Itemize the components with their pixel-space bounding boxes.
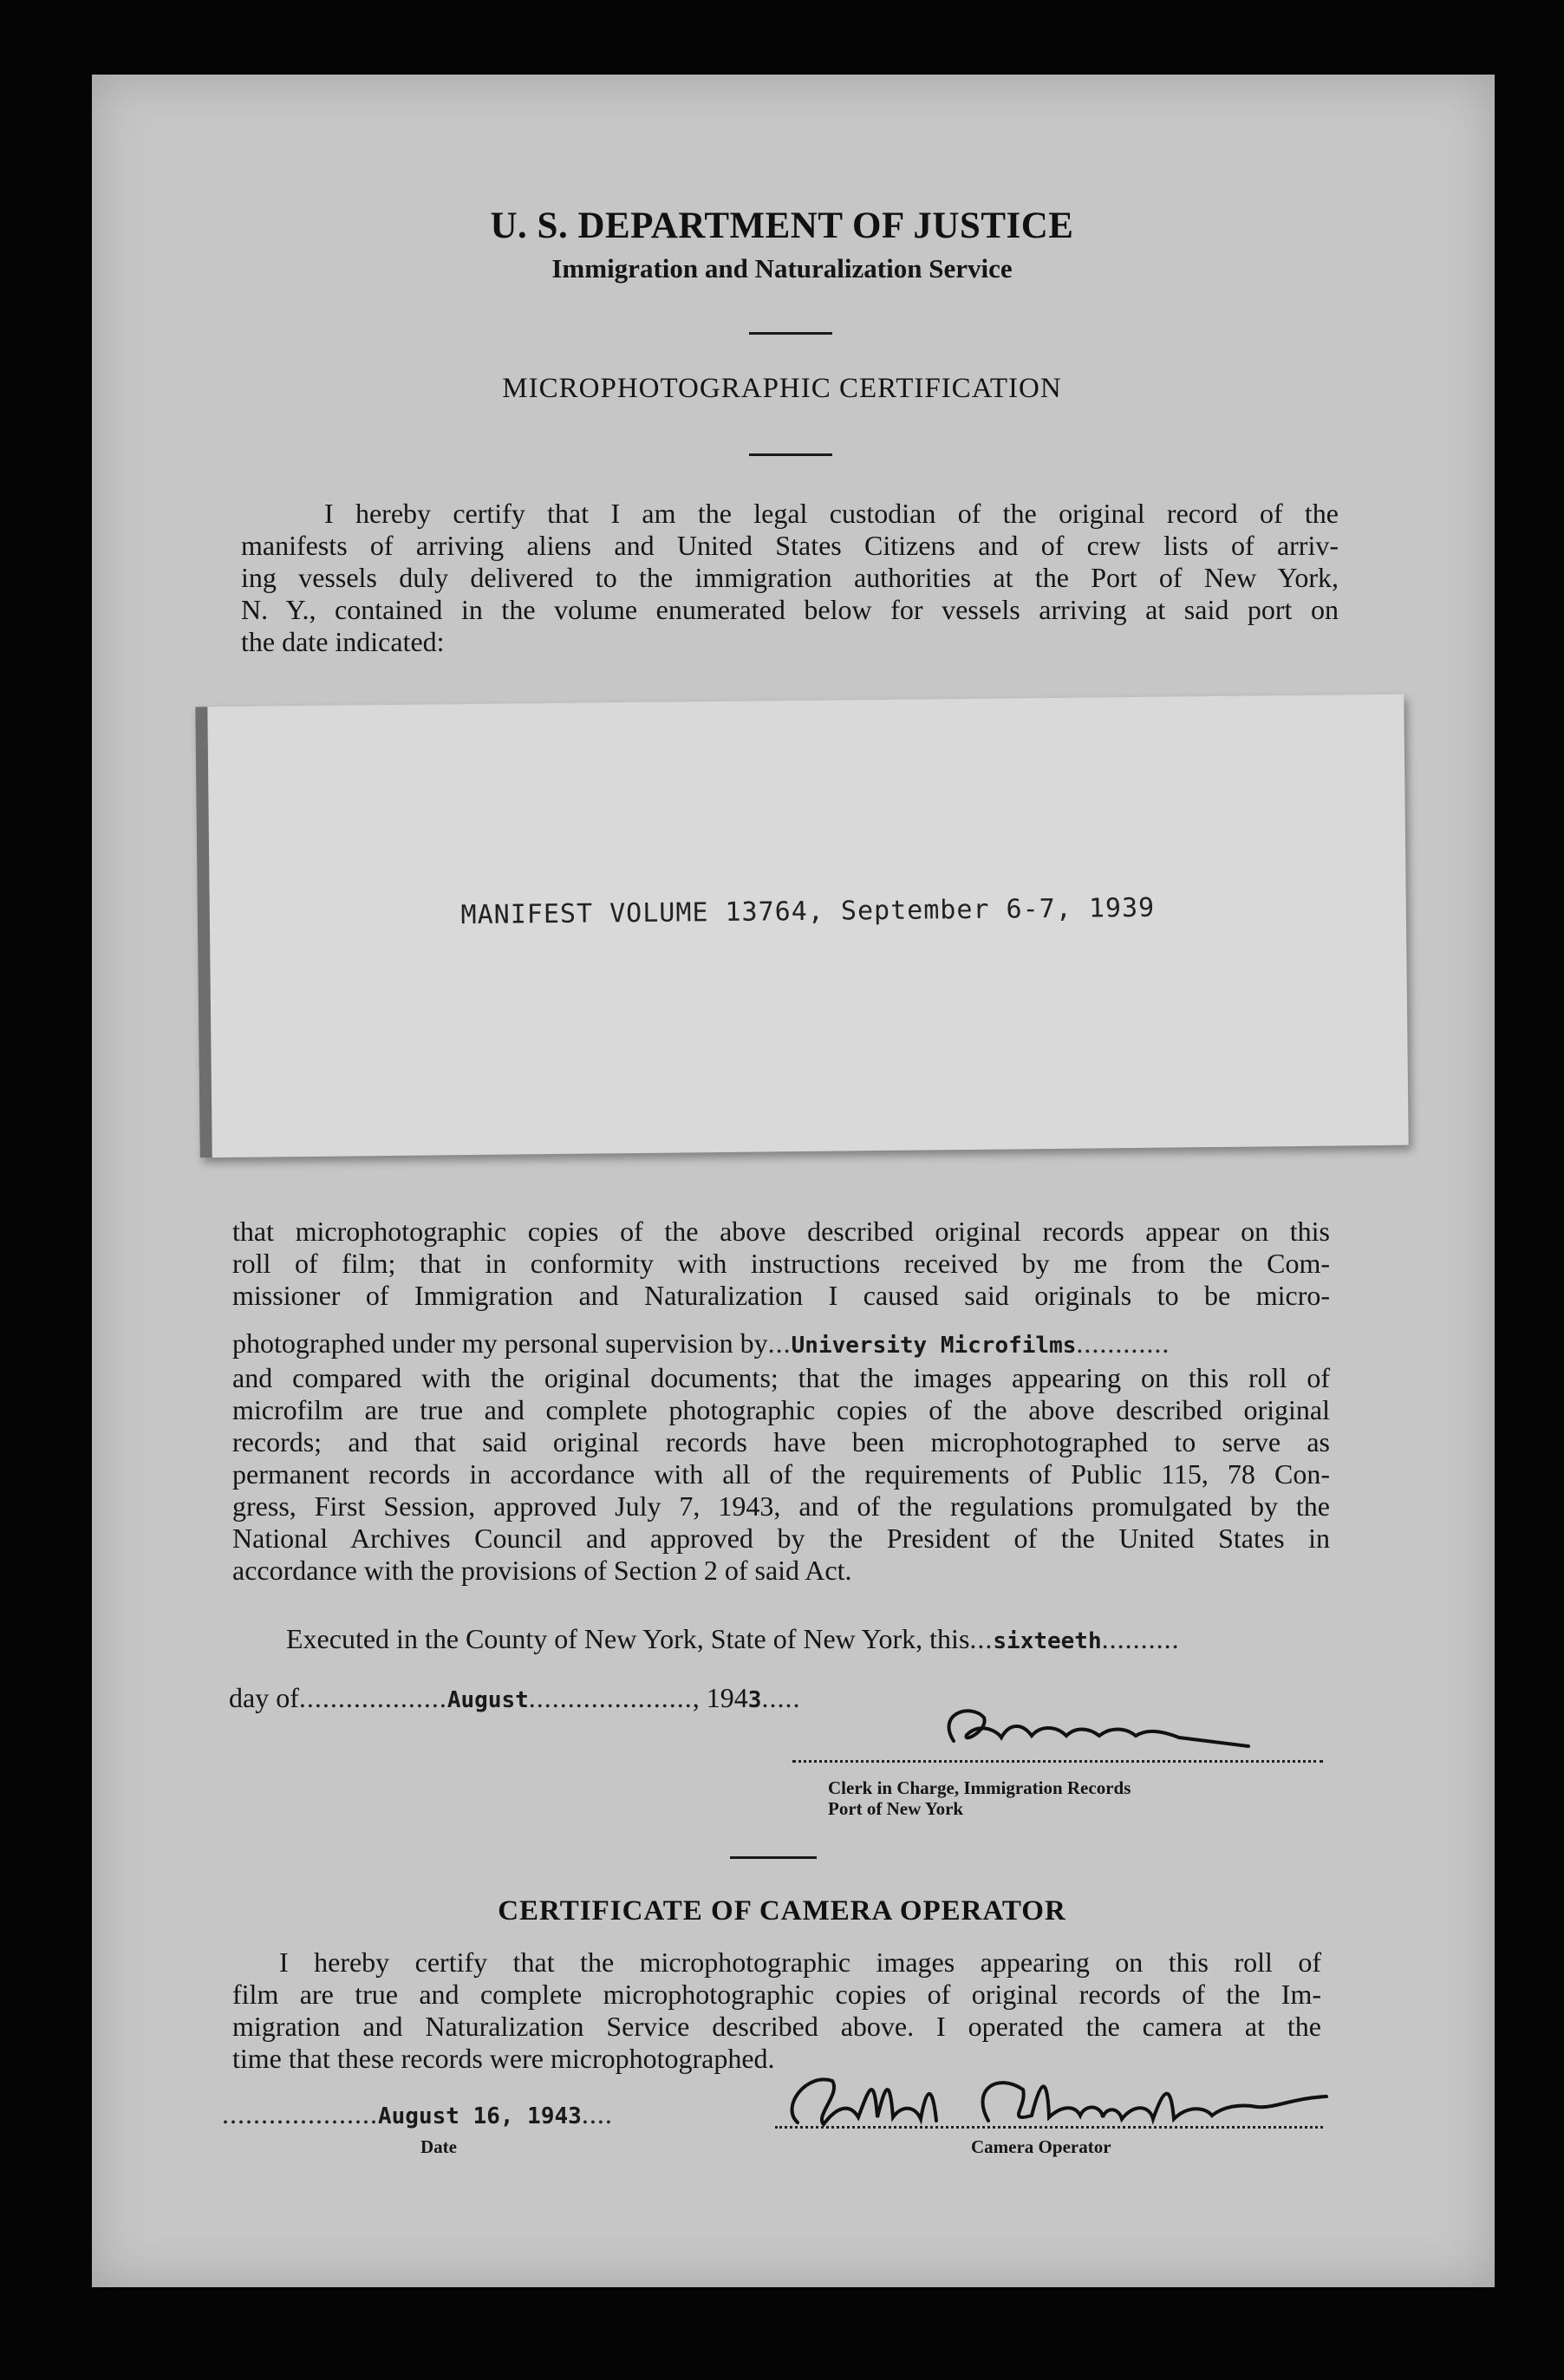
- camera-line: time that these records were microphotographed.: [232, 2043, 775, 2074]
- supervision-prefix: photographed under my personal supervision by: [232, 1327, 768, 1359]
- day-of-line: day of...................August....................., 1943.....: [229, 1682, 801, 1713]
- executed-line: Executed in the County of New York, State of New York, this...sixteeth..........: [286, 1623, 1180, 1654]
- body-line: and compared with the original documents; that the images appearing on this roll of: [232, 1362, 1330, 1393]
- day-of-label: day of: [229, 1682, 299, 1713]
- camera-line: film are true and complete microphotographic copies of original records of the Im-: [232, 1979, 1321, 2010]
- body-paragraph: [232, 1216, 1330, 1312]
- supervision-value: University Microfilms: [791, 1333, 1077, 1359]
- intro-line: ing vessels duly delivered to the immigration authorities at the Port of New York,: [241, 562, 1339, 593]
- clerk-signature-line: [792, 1760, 1323, 1763]
- body-line: National Archives Council and approved by the President of the United States in: [232, 1523, 1330, 1554]
- body-paragraph-2: [232, 1362, 1330, 1587]
- manifest-volume-text: MANIFEST VOLUME 13764, September 6-7, 1939: [460, 892, 1156, 931]
- year-value: 3: [747, 1687, 762, 1713]
- divider-rule: [749, 453, 832, 456]
- camera-line: I hereby certify that the microphotographic images appearing on this roll of: [279, 1946, 1321, 1978]
- divider-rule: [749, 332, 832, 335]
- camera-date-value: August 16, 1943: [378, 2103, 582, 2129]
- body-line: gress, First Session, approved July 7, 1943, and of the regulations promulgated by the: [232, 1490, 1330, 1522]
- operator-signature-line: [775, 2126, 1323, 2129]
- body-line: permanent records in accordance with all of the requirements of Public 115, 78 Con-: [232, 1458, 1330, 1490]
- intro-paragraph: [241, 498, 1339, 658]
- camera-certificate-title: CERTIFICATE OF CAMERA OPERATOR: [498, 1895, 1066, 1927]
- body-line: roll of film; that in conformity with instructions received by me from the Com-: [232, 1248, 1330, 1279]
- body-line: missioner of Immigration and Naturalization I caused said originals to be micro-: [232, 1280, 1330, 1311]
- month-value: August: [446, 1687, 529, 1713]
- day-value: sixteeth: [993, 1628, 1102, 1654]
- camera-line: migration and Naturalization Service described above. I operated the camera at the: [232, 2011, 1321, 2042]
- clerk-caption-line: Clerk in Charge, Immigration Records: [828, 1777, 1131, 1798]
- section-title: MICROPHOTOGRAPHIC CERTIFICATION: [502, 373, 1062, 404]
- supervision-line: photographed under my personal supervision by...University Microfilms............: [232, 1327, 1170, 1359]
- body-line: records; and that said original records have been microphotographed to serve as: [232, 1426, 1330, 1457]
- year-prefix: , 194: [692, 1682, 748, 1713]
- executed-prefix: Executed in the County of New York, State of New York, this: [286, 1623, 970, 1654]
- clerk-signature: [902, 1696, 1309, 1765]
- body-line: accordance with the provisions of Section 2 of said Act.: [232, 1555, 852, 1586]
- intro-line: manifests of arriving aliens and United States Citizens and of crew lists of arriv-: [241, 530, 1339, 561]
- clerk-caption-line: Port of New York: [828, 1798, 964, 1819]
- intro-line: the date indicated:: [241, 626, 445, 657]
- intro-line: I hereby certify that I am the legal custodian of the original record of the: [324, 498, 1339, 529]
- manifest-slip: [195, 694, 1408, 1158]
- body-line: that microphotographic copies of the above described original records appear on this: [232, 1216, 1330, 1247]
- camera-operator-label: Camera Operator: [971, 2136, 1111, 2157]
- clerk-caption: [828, 1777, 1131, 1819]
- camera-date-line: ....................August 16, 1943....: [222, 2098, 613, 2129]
- department-title: U. S. DEPARTMENT OF JUSTICE: [490, 205, 1074, 246]
- service-subtitle: Immigration and Naturalization Service: [551, 253, 1013, 284]
- intro-line: N. Y., contained in the volume enumerated below for vessels arriving at said port on: [241, 594, 1339, 625]
- divider-rule: [730, 1856, 817, 1859]
- body-line: microfilm are true and complete photographic copies of the above described original: [232, 1394, 1330, 1425]
- date-label: Date: [420, 2136, 457, 2157]
